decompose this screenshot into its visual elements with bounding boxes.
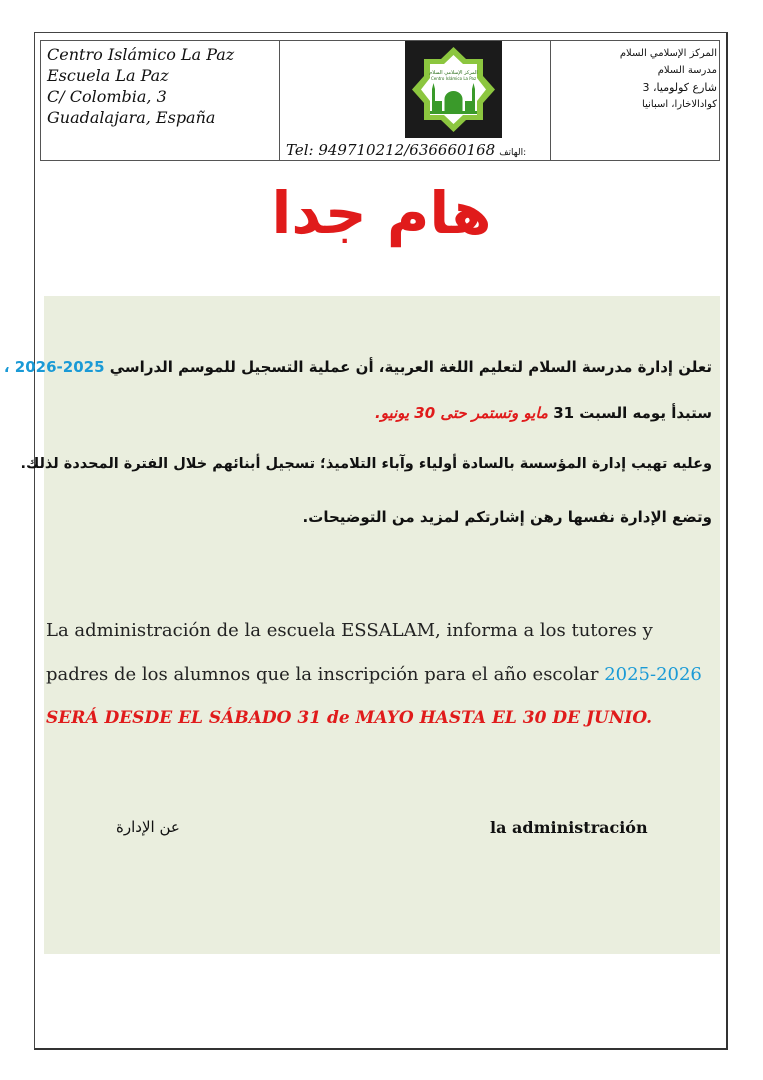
- notice-ar-dates: مايو وتستمر حتى 30 يونيو.: [375, 404, 548, 422]
- phone-line: [286, 140, 548, 159]
- address-ar-line-3: شارع كولوميا، 3: [642, 81, 717, 94]
- address-spanish: [41, 41, 280, 160]
- notice-es-line-1: La administración de la escuela ESSALAM, informa a los tutores y: [46, 620, 653, 641]
- address-ar-line-4: كوادالاخارا، اسبانيا: [642, 99, 717, 110]
- notice-ar-comma: ،: [3, 358, 10, 376]
- address-line-2: Escuela La Paz: [47, 66, 169, 85]
- address-arabic: [551, 41, 721, 160]
- address-line-3: C/ Colombia, 3: [47, 87, 167, 106]
- signature-spanish: la administración: [490, 818, 648, 837]
- phone-number: Tel: 949710212/636660168: [286, 141, 496, 159]
- address-line-1: Centro Islámico La Paz: [47, 45, 235, 64]
- letterhead: [40, 40, 720, 161]
- logo-cell: [280, 41, 551, 160]
- notice-box: [3, 296, 720, 954]
- notice-es-year: 2025-2026: [604, 664, 702, 685]
- notice-es-line-2: [46, 664, 716, 685]
- notice-ar-line-1: [3, 358, 712, 376]
- notice-ar-line-2: [52, 404, 712, 422]
- notice-ar-year: 2025-2026: [14, 358, 105, 376]
- notice-ar-line-3: وعليه تهيب إدارة المؤسسة بالسادة أولياء وآباء التلاميذ؛ تسجيل أبنائهم خلال الفترة المحددة لذلك.: [20, 456, 712, 472]
- mosque-logo: [405, 41, 502, 138]
- logo-arabic-text: المركز الإسلامي السلام: [429, 70, 478, 76]
- star-mosque-icon: [405, 41, 502, 138]
- notice-ar-line-4: وتضع الإدارة نفسها رهن إشارتكم لمزيد من التوضيحات.: [302, 508, 712, 526]
- address-ar-line-2: مدرسة السلام: [657, 65, 717, 76]
- notice-es-dates: SERÁ DESDE EL SÁBADO 31 de MAYO HASTA EL 30 DE JUNIO.: [46, 708, 653, 728]
- phone-label-arabic: الهاتف:: [499, 148, 527, 158]
- address-line-4: Guadalajara, España: [47, 108, 216, 127]
- notice-ar-line-1-text: تعلن إدارة مدرسة السلام لتعليم اللغة العربية، أن عملية التسجيل للموسم الدراسي: [109, 358, 712, 376]
- notice-es-line-2-text: padres de los alumnos que la inscripción para el año escolar: [46, 664, 599, 685]
- signature-arabic: عن الإدارة: [116, 818, 180, 836]
- headline-very-important: هام جدا: [271, 179, 492, 247]
- notice-ar-line-2-text: ستبدأ يومه السبت 31: [553, 404, 712, 422]
- address-ar-line-1: المركز الإسلامي السلام: [619, 48, 717, 59]
- logo-spanish-text: Centro Islámico La Paz: [430, 76, 477, 81]
